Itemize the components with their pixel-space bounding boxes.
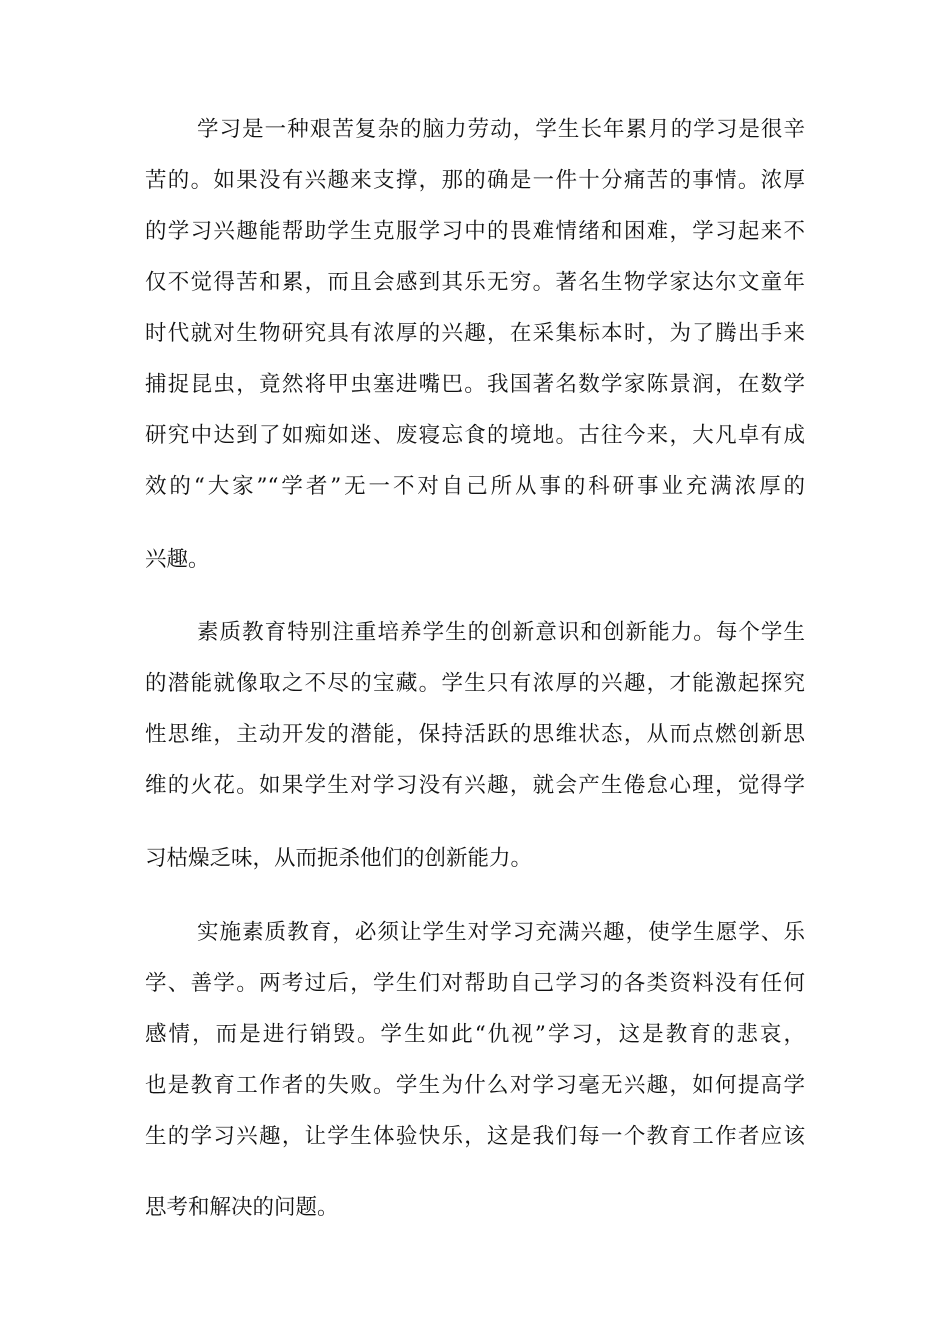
text-line: 维的火花。如果学生对学习没有兴趣，就会产生倦怠心理，觉得学 [145,773,805,798]
text-line: 习枯燥乏味，从而扼杀他们的创新能力。 [145,846,533,871]
text-line: 苦的。如果没有兴趣来支撑，那的确是一件十分痛苦的事情。浓厚 [145,168,805,193]
text-line: 实施素质教育，必须让学生对学习充满兴趣，使学生愿学、乐 [197,920,805,945]
text-line: 性思维，主动开发的潜能，保持活跃的思维状态，从而点燃创新思 [145,722,805,747]
text-line: 兴趣。 [145,547,210,572]
text-line: 感情，而是进行销毁。学生如此“仇视”学习，这是教育的悲哀， [145,1022,805,1047]
text-line: 素质教育特别注重培养学生的创新意识和创新能力。每个学生 [197,620,805,645]
text-line: 思考和解决的问题。 [145,1195,339,1220]
text-line: 研究中达到了如痴如迷、废寝忘食的境地。古往今来，大凡卓有成 [145,423,805,448]
text-line: 的潜能就像取之不尽的宝藏。学生只有浓厚的兴趣，才能激起探究 [145,671,805,696]
text-line: 效的“大家”“学者”无一不对自己所从事的科研事业充满浓厚的 [145,474,805,499]
text-line: 仅不觉得苦和累，而且会感到其乐无穷。著名生物学家达尔文童年 [145,270,805,295]
text-line: 捕捉昆虫，竟然将甲虫塞进嘴巴。我国著名数学家陈景润，在数学 [145,372,805,397]
text-line: 学习是一种艰苦复杂的脑力劳动，学生长年累月的学习是很辛 [197,117,805,142]
text-line: 生的学习兴趣，让学生体验快乐，这是我们每一个教育工作者应该 [145,1124,805,1149]
text-line: 时代就对生物研究具有浓厚的兴趣，在采集标本时，为了腾出手来 [145,321,805,346]
text-line: 学、善学。两考过后，学生们对帮助自己学习的各类资料没有任何 [145,971,805,996]
text-line: 的学习兴趣能帮助学生克服学习中的畏难情绪和困难，学习起来不 [145,219,805,244]
text-line: 也是教育工作者的失败。学生为什么对学习毫无兴趣，如何提高学 [145,1073,805,1098]
